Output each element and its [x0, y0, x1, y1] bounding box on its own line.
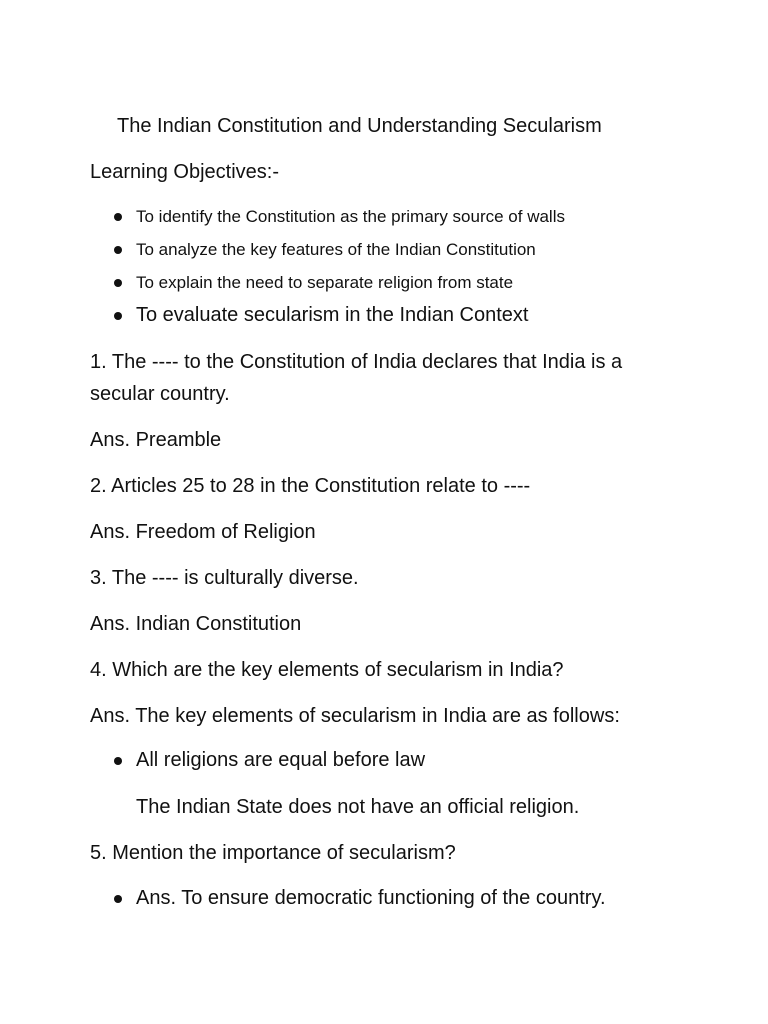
answer-1: Ans. Preamble	[90, 429, 222, 451]
bullet-icon	[114, 213, 122, 221]
bullet-icon	[114, 312, 122, 320]
objective-item	[114, 304, 528, 327]
bullet-icon	[114, 895, 122, 903]
question-4: 4. Which are the key elements of secularism in India?	[90, 659, 564, 681]
answer-5-text: Ans. To ensure democratic functioning of the country.	[136, 887, 606, 909]
objective-item	[114, 273, 513, 293]
answer-4-point	[114, 749, 425, 772]
answer-4-point-continued: The Indian State does not have an official religion.	[136, 796, 580, 818]
objective-item	[114, 240, 536, 260]
question-1-line-1: 1. The ---- to the Constitution of India declares that India is a	[90, 351, 623, 373]
bullet-icon	[114, 279, 122, 287]
question-2: 2. Articles 25 to 28 in the Constitution relate to ----	[90, 475, 531, 497]
bullet-icon	[114, 246, 122, 254]
question-1-line-2: secular country.	[90, 383, 230, 405]
objective-text: To analyze the key features of the Indian Constitution	[136, 240, 536, 259]
objectives-heading: Learning Objectives:-	[90, 161, 279, 183]
question-5: 5. Mention the importance of secularism?	[90, 842, 456, 864]
answer-4: Ans. The key elements of secularism in India are as follows:	[90, 705, 620, 727]
objective-text: To identify the Constitution as the primary source of walls	[136, 207, 565, 226]
question-3: 3. The ---- is culturally diverse.	[90, 567, 359, 589]
answer-3: Ans. Indian Constitution	[90, 613, 302, 635]
bullet-icon	[114, 757, 122, 765]
objective-text: To explain the need to separate religion from state	[136, 273, 514, 292]
objective-text: To evaluate secularism in the Indian Context	[136, 304, 529, 326]
answer-4-point-text: All religions are equal before law	[136, 749, 426, 771]
answer-5-point	[114, 887, 606, 910]
answer-2: Ans. Freedom of Religion	[90, 521, 316, 543]
objective-item	[114, 207, 565, 227]
document-title: The Indian Constitution and Understanding Secularism	[117, 115, 602, 137]
